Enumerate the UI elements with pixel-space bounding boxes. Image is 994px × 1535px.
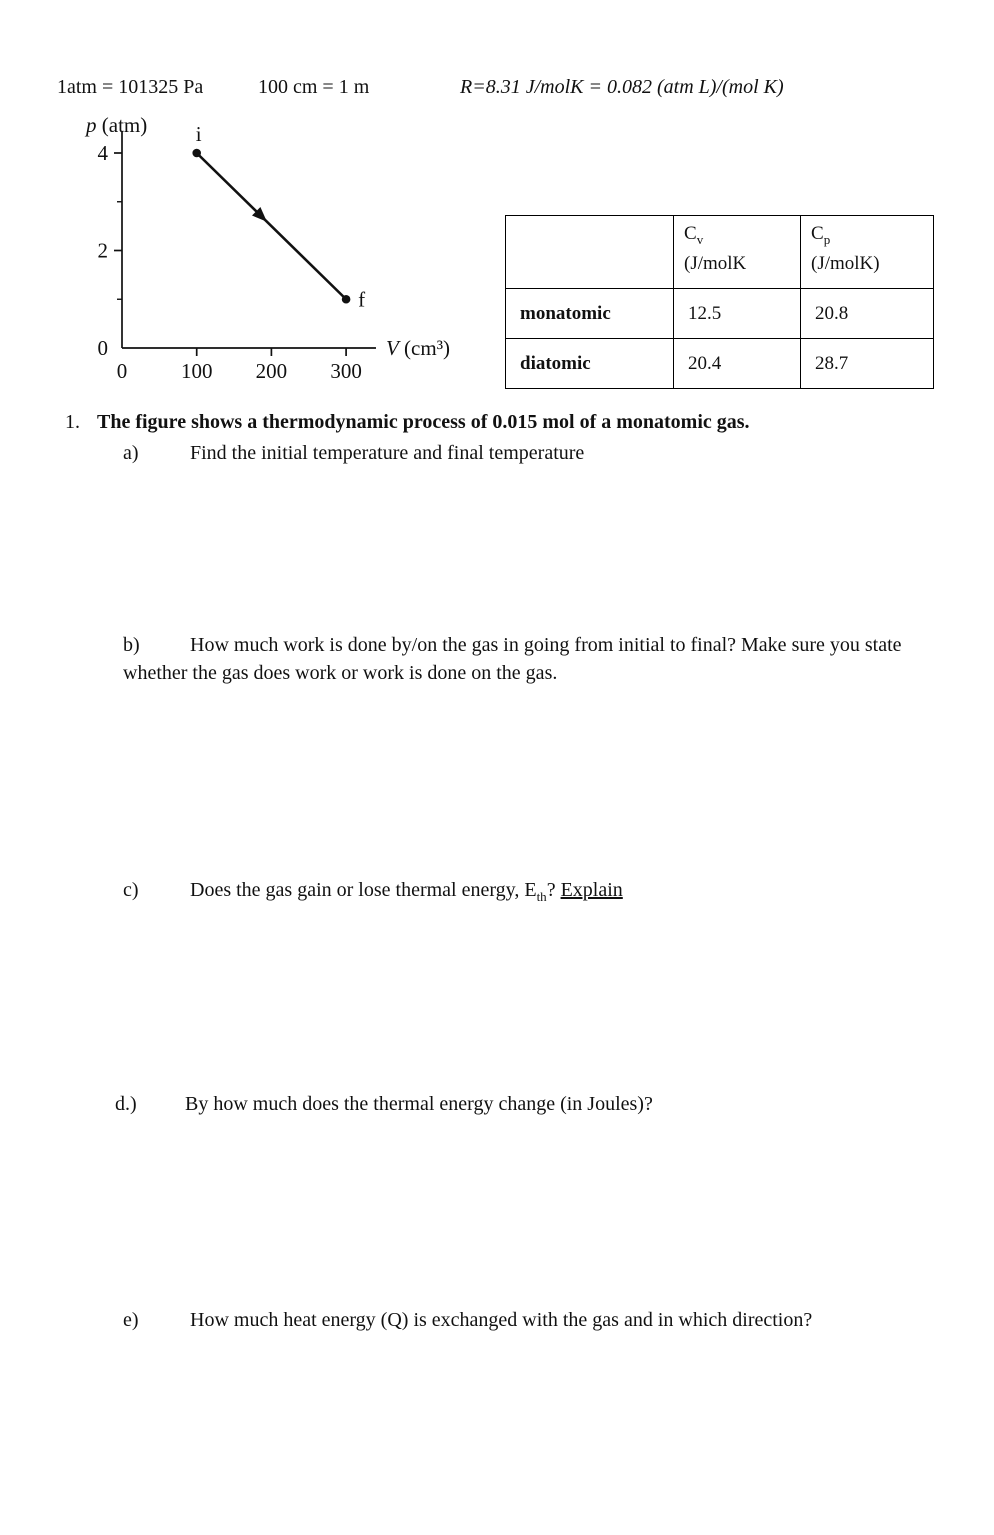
svg-text:200: 200 [255, 359, 288, 383]
question-1d-label: d.) [115, 1093, 137, 1115]
monatomic-cp-value: 20.8 [801, 289, 934, 339]
question-1a-label: a) [123, 442, 139, 464]
svg-text:2: 2 [97, 238, 108, 263]
svg-text:4: 4 [97, 141, 108, 165]
question-1c-text: Does the gas gain or lose thermal energy, E [190, 879, 537, 901]
cv-column-header [674, 216, 801, 289]
table-row [506, 339, 934, 389]
cp-symbol: C [811, 223, 824, 244]
question-1e-text: How much heat energy (Q) is exchanged with the gas and in which direction? [190, 1309, 813, 1331]
unit-conversion-pressure: 1atm = 101325 Pa [57, 76, 204, 98]
cp-column-header [801, 216, 934, 289]
svg-text:f: f [358, 287, 366, 312]
question-1d-text: By how much does the thermal energy change (in Joules)? [185, 1093, 653, 1115]
diatomic-cv-value: 20.4 [674, 339, 801, 389]
pv-diagram [78, 112, 528, 404]
gas-constant-values: R=8.31 J/molK = 0.082 (atm L)/(mol K) [460, 76, 784, 98]
question-1b-text: How much work is done by/on the gas in going from initial to final? Make sure you state whether the gas does work or work is done on the gas. [123, 634, 902, 684]
question-1c-question-mark: ? [546, 879, 561, 901]
question-1e-label: e) [123, 1309, 139, 1331]
question-1b-label: b) [123, 634, 140, 656]
svg-text:i: i [195, 122, 202, 146]
svg-text:V (cm³): V (cm³) [385, 336, 450, 360]
question-1e [123, 1306, 963, 1334]
monatomic-cv-value: 12.5 [674, 289, 801, 339]
question-1c-explain: Explain [560, 879, 623, 901]
cv-unit: (J/molK [684, 252, 747, 274]
question-1-heading [65, 408, 945, 436]
question-1b [123, 631, 913, 687]
empty-header-cell [506, 216, 674, 289]
question-1a [123, 439, 943, 467]
svg-text:0: 0 [97, 336, 108, 360]
cp-subscript: p [823, 231, 831, 247]
question-1a-text: Find the initial temperature and final temperature [190, 442, 585, 464]
diatomic-cp-value: 28.7 [801, 339, 934, 389]
heat-capacity-table [505, 215, 934, 389]
question-1d [115, 1090, 955, 1118]
cv-symbol: C [684, 223, 697, 244]
cp-unit: (J/molK) [811, 252, 880, 274]
unit-conversion-length: 100 cm = 1 m [258, 76, 370, 98]
question-1c-label: c) [123, 879, 139, 901]
question-1c [123, 876, 953, 911]
svg-text:300: 300 [330, 359, 362, 383]
question-1-intro: The figure shows a thermodynamic process of 0.015 mol of a monatomic gas. [97, 411, 750, 433]
svg-text:0: 0 [116, 359, 128, 383]
cv-subscript: v [696, 231, 704, 247]
table-row [506, 289, 934, 339]
monatomic-label: monatomic [506, 289, 674, 339]
table-header-row [506, 216, 934, 289]
svg-text:p (atm): p (atm) [86, 113, 148, 137]
question-number: 1. [65, 411, 80, 433]
svg-text:100: 100 [180, 359, 213, 383]
diatomic-label: diatomic [506, 339, 674, 389]
question-1c-subscript: th [536, 889, 547, 904]
